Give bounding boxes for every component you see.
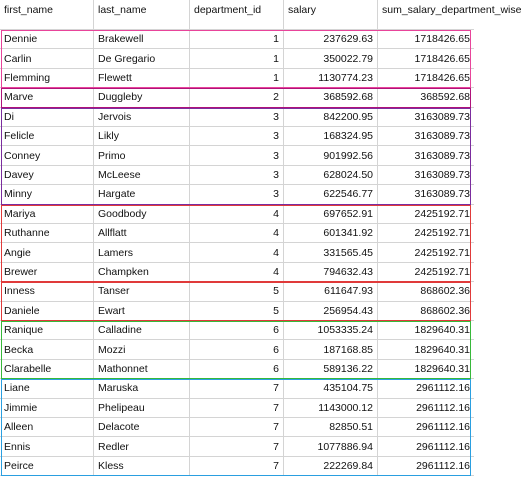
cell-last-name[interactable]: Maruska: [94, 379, 190, 397]
table-row: [0, 340, 474, 359]
cell-first-name[interactable]: Alleen: [0, 418, 94, 436]
cell-first-name[interactable]: Liane: [0, 379, 94, 397]
cell-sum-salary[interactable]: 3163089.73: [414, 110, 470, 123]
cell-first-name[interactable]: Ruthanne: [0, 224, 94, 242]
cell-salary[interactable]: 794632.43: [284, 263, 378, 281]
cell-salary[interactable]: 622546.77: [284, 185, 378, 203]
cell-first-name[interactable]: Ranique: [0, 321, 94, 339]
table-row: [0, 437, 474, 456]
cell-last-name[interactable]: Champken: [94, 263, 190, 281]
cell-department-id[interactable]: 3: [190, 185, 284, 203]
cell-salary[interactable]: 611647.93: [284, 282, 378, 300]
cell-salary[interactable]: 187168.85: [284, 340, 378, 358]
table-row: [0, 399, 474, 418]
cell-salary[interactable]: 901992.56: [284, 146, 378, 164]
cell-salary[interactable]: 1053335.24: [284, 321, 378, 339]
cell-last-name[interactable]: Primo: [94, 146, 190, 164]
cell-first-name[interactable]: Felicle: [0, 127, 94, 145]
cell-salary[interactable]: 82850.51: [284, 418, 378, 436]
cell-sum-salary[interactable]: 368592.68: [420, 91, 470, 104]
cell-first-name[interactable]: Daniele: [0, 302, 94, 320]
cell-last-name[interactable]: Hargate: [94, 185, 190, 203]
cell-salary[interactable]: 842200.95: [284, 108, 378, 126]
cell-department-id[interactable]: 5: [190, 282, 284, 300]
cell-last-name[interactable]: Ewart: [94, 302, 190, 320]
table-row: [0, 30, 474, 49]
cell-sum-salary[interactable]: 1718426.65: [414, 33, 470, 46]
cell-first-name[interactable]: Di: [0, 108, 94, 126]
cell-sum-salary[interactable]: 2425192.71: [414, 246, 470, 259]
cell-department-id[interactable]: 1: [190, 49, 284, 67]
cell-last-name[interactable]: Calladine: [94, 321, 190, 339]
table-row: [0, 302, 474, 321]
cell-last-name[interactable]: Goodbody: [94, 205, 190, 223]
cell-department-id[interactable]: 4: [190, 243, 284, 261]
table-row: [0, 243, 474, 262]
cell-department-id[interactable]: 3: [190, 127, 284, 145]
cell-last-name[interactable]: Tanser: [94, 282, 190, 300]
cell-sum-salary[interactable]: 2961112.16: [416, 401, 470, 414]
cell-department-id[interactable]: 3: [190, 146, 284, 164]
cell-last-name[interactable]: De Gregario: [94, 49, 190, 67]
cell-last-name[interactable]: Mozzi: [94, 340, 190, 358]
cell-last-name[interactable]: Duggleby: [94, 88, 190, 106]
table-row: [0, 379, 474, 398]
cell-first-name[interactable]: Flemming: [0, 69, 94, 87]
cell-sum-salary[interactable]: 2961112.16: [416, 459, 470, 472]
table-row: [0, 127, 474, 146]
header-salary[interactable]: salary: [284, 0, 378, 29]
cell-first-name[interactable]: Dennie: [0, 30, 94, 48]
cell-sum-salary[interactable]: 868602.36: [420, 304, 470, 317]
cell-salary[interactable]: 1143000.12: [284, 399, 378, 417]
table-header: [0, 0, 521, 30]
cell-first-name[interactable]: Ennis: [0, 437, 94, 455]
cell-department-id[interactable]: 4: [190, 263, 284, 281]
cell-department-id[interactable]: 7: [190, 399, 284, 417]
cell-salary[interactable]: 628024.50: [284, 166, 378, 184]
table-row: [0, 224, 474, 243]
cell-sum-salary[interactable]: 2961112.16: [416, 421, 470, 434]
cell-salary[interactable]: 1077886.94: [284, 437, 378, 455]
cell-sum-salary[interactable]: 2961112.16: [416, 382, 470, 395]
cell-department-id[interactable]: 2: [190, 88, 284, 106]
cell-salary[interactable]: 601341.92: [284, 224, 378, 242]
cell-first-name[interactable]: Peirce: [0, 457, 94, 475]
cell-last-name[interactable]: Phelipeau: [94, 399, 190, 417]
cell-sum-salary[interactable]: 2425192.71: [414, 207, 470, 220]
cell-department-id[interactable]: 6: [190, 321, 284, 339]
cell-department-id[interactable]: 6: [190, 360, 284, 378]
cell-last-name[interactable]: Likly: [94, 127, 190, 145]
cell-first-name[interactable]: Minny: [0, 185, 94, 203]
cell-last-name[interactable]: Flewett: [94, 69, 190, 87]
cell-sum-salary[interactable]: 1829640.31: [414, 362, 470, 375]
cell-sum-salary[interactable]: 1829640.31: [414, 324, 470, 337]
cell-salary[interactable]: 331565.45: [284, 243, 378, 261]
cell-department-id[interactable]: 7: [190, 379, 284, 397]
table-row: [0, 49, 474, 68]
cell-department-id[interactable]: 4: [190, 224, 284, 242]
cell-last-name[interactable]: Brakewell: [94, 30, 190, 48]
cell-salary[interactable]: 697652.91: [284, 205, 378, 223]
cell-department-id[interactable]: 7: [190, 418, 284, 436]
cell-sum-salary[interactable]: 1718426.65: [414, 52, 470, 65]
cell-salary[interactable]: 368592.68: [284, 88, 378, 106]
cell-sum-salary[interactable]: 1829640.31: [414, 343, 470, 356]
cell-department-id[interactable]: 5: [190, 302, 284, 320]
cell-salary[interactable]: 168324.95: [284, 127, 378, 145]
cell-salary[interactable]: 350022.79: [284, 49, 378, 67]
cell-first-name[interactable]: Conney: [0, 146, 94, 164]
cell-salary[interactable]: 435104.75: [284, 379, 378, 397]
cell-first-name[interactable]: Becka: [0, 340, 94, 358]
table-row: [0, 457, 474, 476]
table-row: [0, 263, 474, 282]
cell-department-id[interactable]: 6: [190, 340, 284, 358]
cell-first-name[interactable]: Marve: [0, 88, 94, 106]
cell-first-name[interactable]: Carlin: [0, 49, 94, 67]
cell-department-id[interactable]: 1: [190, 69, 284, 87]
cell-last-name[interactable]: Lamers: [94, 243, 190, 261]
cell-sum-salary[interactable]: 3163089.73: [414, 188, 470, 201]
header-department-id[interactable]: department_id: [190, 0, 284, 29]
cell-department-id[interactable]: 4: [190, 205, 284, 223]
table-row: [0, 108, 474, 127]
cell-salary[interactable]: 1130774.23: [284, 69, 378, 87]
table-row: [0, 88, 474, 107]
cell-department-id[interactable]: 1: [190, 30, 284, 48]
table-row: [0, 418, 474, 437]
cell-salary[interactable]: 237629.63: [284, 30, 378, 48]
cell-first-name[interactable]: Davey: [0, 166, 94, 184]
cell-department-id[interactable]: 7: [190, 457, 284, 475]
table-row: [0, 282, 474, 301]
cell-last-name[interactable]: Redler: [94, 437, 190, 455]
cell-department-id[interactable]: 3: [190, 108, 284, 126]
cell-first-name[interactable]: Clarabelle: [0, 360, 94, 378]
cell-last-name[interactable]: Allflatt: [94, 224, 190, 242]
table-row: [0, 69, 474, 88]
cell-salary[interactable]: 589136.22: [284, 360, 378, 378]
cell-first-name[interactable]: Inness: [0, 282, 94, 300]
cell-sum-salary[interactable]: 3163089.73: [414, 149, 470, 162]
cell-sum-salary[interactable]: 868602.36: [420, 285, 470, 298]
cell-last-name[interactable]: Mathonnet: [94, 360, 190, 378]
cell-department-id[interactable]: 3: [190, 166, 284, 184]
cell-department-id[interactable]: 7: [190, 437, 284, 455]
header-sum-salary-department-wise[interactable]: sum_salary_department_wise: [382, 4, 521, 16]
cell-sum-salary[interactable]: 3163089.73: [414, 130, 470, 143]
cell-sum-salary[interactable]: 2425192.71: [414, 265, 470, 278]
table-row: [0, 185, 474, 204]
table-row: [0, 205, 474, 224]
cell-first-name[interactable]: Jimmie: [0, 399, 94, 417]
cell-last-name[interactable]: Jervois: [94, 108, 190, 126]
cell-salary[interactable]: 222269.84: [284, 457, 378, 475]
header-first-name[interactable]: first_name: [0, 0, 94, 29]
table-row: [0, 166, 474, 185]
header-last-name[interactable]: last_name: [94, 0, 190, 29]
cell-last-name[interactable]: Delacote: [94, 418, 190, 436]
cell-first-name[interactable]: Mariya: [0, 205, 94, 223]
table-row: [0, 321, 474, 340]
cell-sum-salary[interactable]: 3163089.73: [414, 168, 470, 181]
table-row: [0, 360, 474, 379]
cell-last-name[interactable]: McLeese: [94, 166, 190, 184]
cell-sum-salary[interactable]: 2961112.16: [416, 440, 470, 453]
table-row: [0, 146, 474, 165]
cell-sum-salary[interactable]: 2425192.71: [414, 227, 470, 240]
cell-first-name[interactable]: Angie: [0, 243, 94, 261]
cell-first-name[interactable]: Brewer: [0, 263, 94, 281]
cell-last-name[interactable]: Kless: [94, 457, 190, 475]
cell-sum-salary[interactable]: 1718426.65: [414, 71, 470, 84]
cell-salary[interactable]: 256954.43: [284, 302, 378, 320]
